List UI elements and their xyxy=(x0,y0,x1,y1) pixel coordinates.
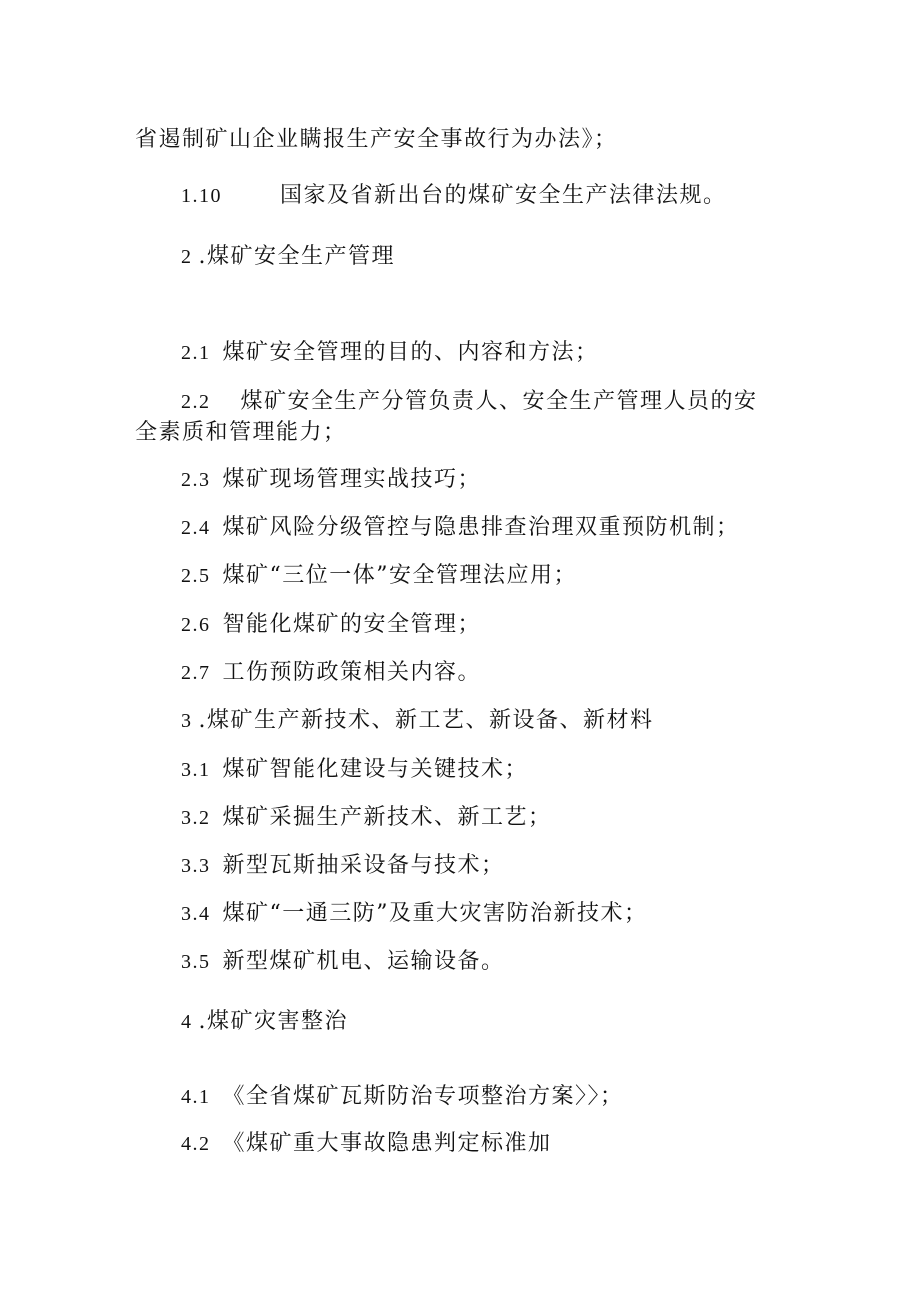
item-text: 煤矿采掘生产新技术、新工艺； xyxy=(222,805,552,830)
item-number: 2.3 xyxy=(181,469,211,491)
item-text: 新型煤矿机电、运输设备。 xyxy=(222,949,505,974)
item-text: 《全省煤矿瓦斯防治专项整治方案〉〉； xyxy=(222,1084,624,1109)
section-title: .煤矿安全生产管理 xyxy=(198,244,395,269)
text-line-continuation xyxy=(135,418,347,448)
item-text: 国家及省新出台的煤矿安全生产法律法规。 xyxy=(280,183,727,208)
section-number: 2 xyxy=(181,246,193,268)
list-item-2-2 xyxy=(181,387,758,417)
item-number: 2.5 xyxy=(181,565,211,587)
line-text: 全素质和管理能力； xyxy=(135,420,347,445)
item-number: 3.4 xyxy=(181,903,211,925)
list-item-3-4 xyxy=(181,899,648,929)
item-text: 《煤矿重大事故隐患判定标准加 xyxy=(222,1131,552,1156)
item-number: 4.1 xyxy=(181,1086,211,1108)
text-line-continuation xyxy=(135,125,618,155)
line-text: 省遏制矿山企业瞒报生产安全事故行为办法》； xyxy=(135,127,618,152)
item-text: 工伤预防政策相关内容。 xyxy=(222,660,482,685)
item-text: 煤矿“一通三防”及重大灾害防治新技术； xyxy=(222,901,648,926)
item-text: 煤矿“三位一体”安全管理法应用； xyxy=(222,563,577,588)
list-item-2-5 xyxy=(181,561,577,591)
list-item-3-2 xyxy=(181,803,552,833)
list-item-2-3 xyxy=(181,465,481,495)
item-text: 智能化煤矿的安全管理； xyxy=(222,612,482,637)
item-number: 1.10 xyxy=(181,185,222,207)
section-heading-3 xyxy=(181,706,654,736)
list-item-1-10 xyxy=(181,181,727,211)
item-number: 3.5 xyxy=(181,951,211,973)
list-item-3-5 xyxy=(181,947,505,977)
list-item-2-4 xyxy=(181,513,740,543)
list-item-2-7 xyxy=(181,658,481,688)
item-number: 3.3 xyxy=(181,855,211,877)
item-text: 煤矿安全管理的目的、内容和方法； xyxy=(222,340,599,365)
list-item-4-1 xyxy=(181,1082,624,1112)
item-text: 新型瓦斯抽采设备与技术； xyxy=(222,853,505,878)
item-number: 2.6 xyxy=(181,614,211,636)
section-title: .煤矿生产新技术、新工艺、新设备、新材料 xyxy=(198,708,654,733)
list-item-3-3 xyxy=(181,851,505,881)
item-text: 煤矿现场管理实战技巧； xyxy=(222,467,482,492)
item-text: 煤矿智能化建设与关键技术； xyxy=(222,757,529,782)
section-number: 3 xyxy=(181,710,193,732)
list-item-3-1 xyxy=(181,755,528,785)
list-item-4-2 xyxy=(181,1129,552,1159)
item-number: 3.1 xyxy=(181,759,211,781)
item-number: 4.2 xyxy=(181,1133,211,1155)
section-number: 4 xyxy=(181,1011,193,1033)
item-number: 2.4 xyxy=(181,517,211,539)
item-number: 2.1 xyxy=(181,342,211,364)
item-number: 3.2 xyxy=(181,807,211,829)
section-title: .煤矿灾害整治 xyxy=(198,1009,348,1034)
item-text: 煤矿风险分级管控与隐患排查治理双重预防机制； xyxy=(222,515,740,540)
item-text: 煤矿安全生产分管负责人、安全生产管理人员的安 xyxy=(240,389,758,414)
item-number: 2.2 xyxy=(181,391,211,413)
list-item-2-6 xyxy=(181,610,481,640)
section-heading-2 xyxy=(181,242,395,272)
item-number: 2.7 xyxy=(181,662,211,684)
section-heading-4 xyxy=(181,1007,348,1037)
list-item-2-1 xyxy=(181,338,599,368)
